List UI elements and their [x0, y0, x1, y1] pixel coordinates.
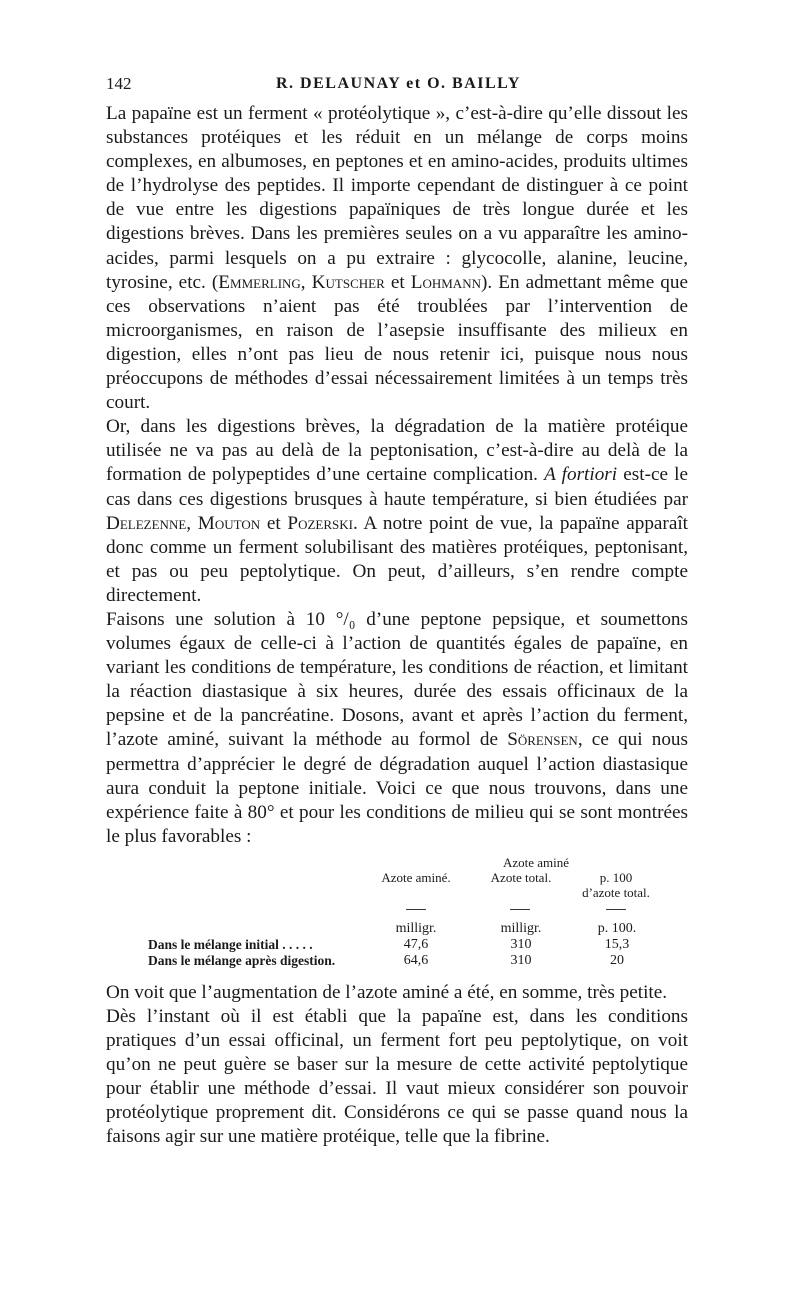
- paragraph-1: [106, 102, 688, 415]
- unit-label: p. 100.: [597, 920, 637, 936]
- table-header-pct-line3: d’azote total.: [582, 884, 650, 900]
- text-run: La papaïne est un ferment « protéolytique », c’est-à-dire qu’elle dissout les substances protéiques et les réduit en un mélange de corps moins complexes, en albumoses, en peptones et en amino-acides, produits ultimes de l’hydrolyse des peptides. Il importe cependant de distinguer à ce point de vue entre les digestions papaïniques de très longue durée et les digestions brèves. Dans les premières seules on a vu apparaître les amino-acides, parmi lesquels on a pu extraire : glycocolle, alanine, leucine, tyrosine, etc. (: [106, 103, 688, 293]
- running-title: R. DELAUNAY et O. BAILLY: [276, 75, 521, 92]
- column-rule: [606, 909, 626, 910]
- column-rule: [406, 909, 426, 910]
- author-name: Mouton: [197, 512, 261, 534]
- table-header-azote-total: Azote total.: [490, 869, 552, 885]
- text-run: . A notre point de vue, la papaïne apparaît donc comme un ferment solubilisant des matières protéiques, peptonisant, et pas ou peu peptolytique. On peut, d’ailleurs, s’en rendre compte directement.: [106, 512, 688, 606]
- text-run: est-ce le cas dans ces digestions brusques à haute température, si bien étudiées par: [106, 464, 688, 510]
- column-rule: [510, 909, 530, 910]
- table-row-label: Dans le mélange après digestion.: [148, 952, 336, 968]
- text-run: ,: [300, 271, 312, 293]
- table-cell: 15,3: [604, 936, 630, 952]
- text-run: ,: [186, 512, 198, 534]
- unit-label: milligr.: [395, 920, 437, 936]
- latin-phrase: A fortiori: [544, 464, 618, 486]
- author-name: Emmerling: [218, 271, 301, 293]
- table-header-pct-line2: p. 100: [599, 869, 633, 885]
- running-head: [106, 72, 688, 102]
- paragraph-5: Dès l’instant où il est établi que la papaïne est, dans les conditions pratiques d’un essai officinal, un ferment fort peu peptolytique, on voit qu’on ne peut guère se baser sur la mesure de cette activité peptolytique pour établir une méthode d’essai. Il vaut mieux considérer son pouvoir protéolytique proprement dit. Considérons ce qui se passe quand nous la faisons agir sur une matière protéique, telle que la fibrine.: [106, 1006, 688, 1148]
- page-number: 142: [106, 74, 132, 93]
- author-name: Sörensen: [507, 729, 578, 751]
- table-header-azote-amine: Azote aminé.: [381, 869, 451, 885]
- text-run: ). En admettant même que ces observations n’aient pas été troublées par l’intervention de microorganismes, en raison de l’asepsie insuffisante des milieux en digestion, elles n’ont pas lieu de nous retenir ici, puisque nous nous préoccupons de méthodes d’essai nécessairement limitées à un temps très court.: [106, 271, 688, 414]
- table-cell: 310: [510, 936, 532, 952]
- table-row-label: Dans le mélange initial . . . . .: [148, 936, 313, 952]
- paragraph-3: [106, 608, 688, 849]
- author-name: Lohmann: [410, 271, 481, 293]
- table-cell: 20: [610, 952, 624, 968]
- header-line: Azote aminé: [502, 854, 570, 870]
- text-run: et: [384, 271, 411, 293]
- text-run: et: [260, 512, 288, 534]
- table-cell: 310: [510, 952, 532, 968]
- text-run: Faisons une solution à 10 °/₀ d’une peptone pepsique, et soumettons volumes égaux de celle-ci à l’action de quantités égales de papaïne, en variant les conditions de température, les conditions de réaction, et limitant la réaction diastasique à six heures, durée des essais officinaux de la pepsine et de la pancréatine. Dosons, avant et après l’action du ferment, l’azote aminé, suivant la méthode au formol de: [106, 608, 688, 751]
- paragraph-2: [106, 415, 688, 608]
- author-name: Pozerski: [287, 512, 353, 534]
- table-cell: 64,6: [403, 952, 429, 968]
- unit-label: milligr.: [500, 920, 542, 936]
- results-table: [106, 853, 688, 975]
- author-name: Kutscher: [311, 271, 385, 293]
- paragraph-4: On voit que l’augmentation de l’azote aminé a été, en somme, très petite.: [106, 981, 668, 1003]
- text-run: Or, dans les digestions brèves, la dégradation de la matière protéique utilisée ne va pas au delà de la peptonisation, c’est-à-dire au delà de la formation de polypeptides d’une certaine complication.: [106, 416, 688, 486]
- page: [106, 72, 688, 1150]
- author-name: Delezenne: [106, 512, 187, 534]
- text-run: , ce qui nous permettra d’apprécier le degré de dégradation auquel l’action diastasique aura conduit la peptone initiale. Voici ce que nous trouvons, dans une expérience faite à 80° et pour les conditions de milieu qui se sont montrées le plus favorables :: [106, 729, 688, 847]
- table-cell: 47,6: [403, 936, 429, 952]
